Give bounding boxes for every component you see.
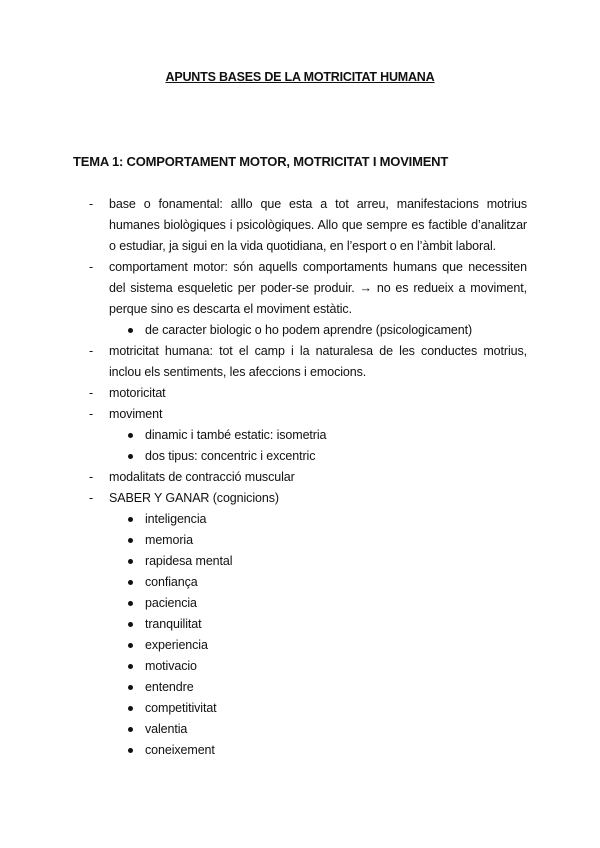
sub-list-item-text: dinamic i també estatic: isometria [145,428,327,442]
list-item [0,194,600,257]
bullet-dot-icon [128,538,133,543]
list-item [0,383,600,404]
sub-list-item [0,614,600,635]
sub-list-item [0,719,600,740]
sub-list-item-text: rapidesa mental [145,554,233,568]
notes-list [0,194,600,761]
list-item [0,404,600,425]
sub-list-item-text: inteligencia [145,512,207,526]
list-item-text: comportament motor: són aquells comportaments humans que necessiten del sistema esqueletic per poder-se produir. → no es redueix a moviment, perque sino es descarta el moviment estàtic. [109,260,527,316]
dash-bullet: - [89,470,94,484]
bullet-dot-icon [128,727,133,732]
bullet-dot-icon [128,454,133,459]
sub-list-item [0,446,600,467]
bullet-dot-icon [128,685,133,690]
bullet-dot-icon [128,517,133,522]
sub-list-item [0,677,600,698]
list-item-text: moviment [109,407,163,421]
sub-list-item [0,320,600,341]
list-item [0,341,600,383]
sub-list-item-text: entendre [145,680,194,694]
sub-list-item [0,656,600,677]
sub-list-item [0,698,600,719]
bullet-dot-icon [128,706,133,711]
sub-list-item [0,425,600,446]
sub-list-item [0,530,600,551]
bullet-dot-icon [128,664,133,669]
list-item-text: base o fonamental: alllo que esta a tot arreu, manifestacions motrius humanes biològiques i psicològiques. Allo que sempre es factible d’analitzar o estudiar, ja sigui en la vida quotidiana, en l’esport o en l’àmbit laboral. [109,197,527,253]
dash-bullet: - [89,197,94,211]
bullet-dot-icon [128,643,133,648]
list-item-text: modalitats de contracció muscular [109,470,295,484]
sub-list-item-text: coneixement [145,743,215,757]
sub-list-item-text: paciencia [145,596,197,610]
list-item-text: motricitat humana: tot el camp i la naturalesa de les conductes motrius, inclou els sentiments, les afeccions i emocions. [109,344,527,379]
sub-list-item-text: experiencia [145,638,208,652]
sub-list-item-text: valentia [145,722,188,736]
list-item-text: SABER Y GANAR (cognicions) [109,491,279,505]
dash-bullet: - [89,386,94,400]
list-item-text: motoricitat [109,386,166,400]
list-item [0,257,600,320]
sub-list-item-text: memoria [145,533,193,547]
bullet-dot-icon [128,601,133,606]
document-title: APUNTS BASES DE LA MOTRICITAT HUMANA [165,70,435,84]
sub-list-item-text: de caracter biologic o ho podem aprendre (psicologicament) [145,323,473,337]
sub-list-item [0,509,600,530]
dash-bullet: - [89,344,94,358]
section-title: TEMA 1: COMPORTAMENT MOTOR, MOTRICITAT I MOVIMENT [73,154,449,169]
dash-bullet: - [89,407,94,421]
dash-bullet: - [89,491,94,505]
sub-list-item-text: confiança [145,575,198,589]
bullet-dot-icon [128,580,133,585]
sub-list-item-text: dos tipus: concentric i excentric [145,449,316,463]
bullet-dot-icon [128,559,133,564]
sub-list-item [0,593,600,614]
dash-bullet: - [89,260,94,274]
sub-list-item [0,551,600,572]
sub-list-item-text: tranquilitat [145,617,202,631]
list-item [0,467,600,488]
list-item [0,488,600,509]
sub-list-item [0,740,600,761]
sub-list-item-text: motivacio [145,659,197,673]
bullet-dot-icon [128,328,133,333]
sub-list-item-text: competitivitat [145,701,217,715]
bullet-dot-icon [128,622,133,627]
sub-list-item [0,635,600,656]
bullet-dot-icon [128,748,133,753]
bullet-dot-icon [128,433,133,438]
sub-list-item [0,572,600,593]
